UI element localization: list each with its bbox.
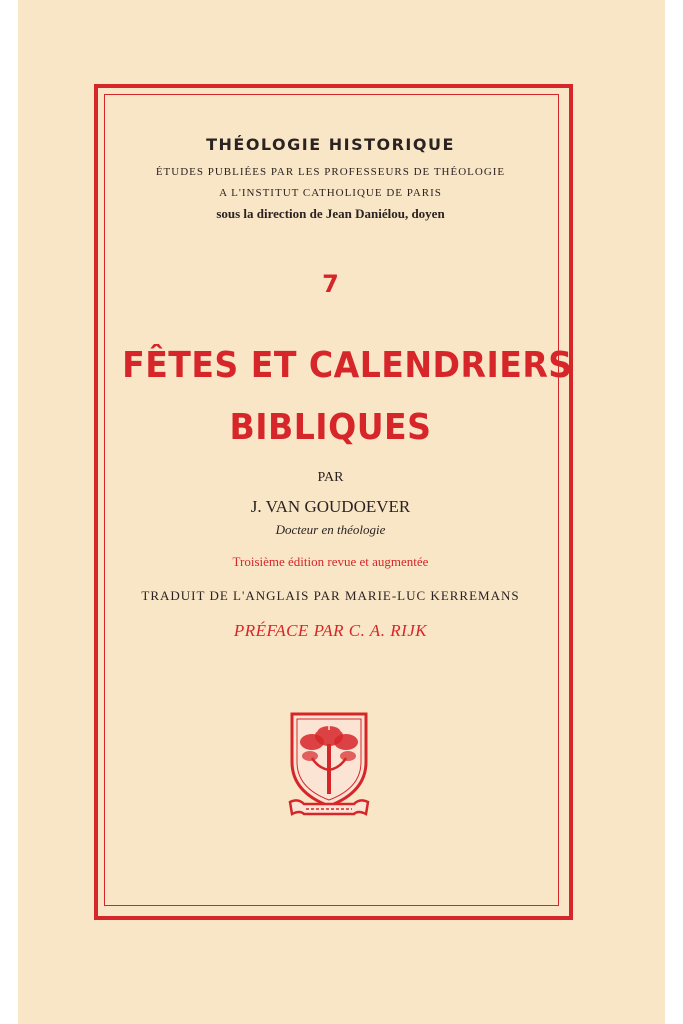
preface-credit: PRÉFACE PAR C. A. RIJK: [233, 621, 428, 640]
book-title-line2: BIBLIQUES: [229, 407, 432, 448]
series-subtitle-line1: ÉTUDES PUBLIÉES PAR LES PROFESSEURS DE THÉOLOGIE: [155, 166, 506, 178]
author-name: J. VAN GOUDOEVER: [250, 497, 411, 516]
author-degree: Docteur en théologie: [275, 522, 386, 537]
series-title: THÉOLOGIE HISTORIQUE: [206, 135, 455, 154]
book-title-line1: FÊTES ET CALENDRIERS: [122, 345, 573, 386]
series-direction: sous la direction de Jean Daniélou, doyen: [216, 206, 445, 221]
translator-credit: TRADUIT DE L'ANGLAIS PAR MARIE-LUC KERREMANS: [141, 588, 520, 603]
volume-number: 7: [322, 270, 339, 298]
edition-note: Troisième édition revue et augmentée: [232, 554, 429, 569]
series-subtitle-line2: A L'INSTITUT CATHOLIQUE DE PARIS: [219, 187, 442, 199]
by-label: PAR: [317, 470, 344, 485]
publisher-emblem-icon: [288, 710, 370, 820]
